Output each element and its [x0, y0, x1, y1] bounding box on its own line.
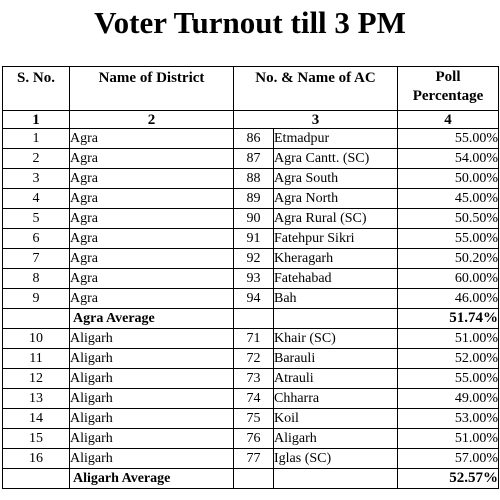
cell-poll-percentage: 57.00% — [398, 449, 499, 469]
cell-district: Agra — [70, 269, 234, 289]
cell-empty — [234, 309, 274, 329]
cell-ac-name: Chharra — [274, 389, 398, 409]
cell-ac-name: Etmadpur — [274, 129, 398, 149]
table-row — [3, 249, 499, 269]
cell-ac-number: 71 — [234, 329, 274, 349]
cell-empty — [3, 469, 70, 489]
table-row — [3, 429, 499, 449]
cell-poll-percentage: 50.50% — [398, 209, 499, 229]
header-district: Name of District — [70, 67, 234, 111]
cell-district: Agra — [70, 129, 234, 149]
cell-district: Aligarh — [70, 389, 234, 409]
cell-sno: 16 — [3, 449, 70, 469]
cell-ac-name: Bah — [274, 289, 398, 309]
cell-ac-name: Khair (SC) — [274, 329, 398, 349]
cell-ac-name: Fatehpur Sikri — [274, 229, 398, 249]
column-number: 1 — [3, 111, 70, 129]
cell-ac-name: Atrauli — [274, 369, 398, 389]
cell-district: Agra — [70, 209, 234, 229]
district-average-label: Agra Average — [70, 309, 234, 329]
cell-ac-number: 90 — [234, 209, 274, 229]
cell-poll-percentage: 50.00% — [398, 169, 499, 189]
cell-sno: 14 — [3, 409, 70, 429]
table-row — [3, 449, 499, 469]
table-row — [3, 209, 499, 229]
cell-poll-percentage: 55.00% — [398, 229, 499, 249]
district-average-row — [3, 309, 499, 329]
cell-ac-number: 76 — [234, 429, 274, 449]
cell-ac-number: 73 — [234, 369, 274, 389]
table-body — [3, 129, 499, 489]
table-row — [3, 129, 499, 149]
cell-ac-number: 72 — [234, 349, 274, 369]
table-header-row — [3, 67, 499, 111]
cell-sno: 1 — [3, 129, 70, 149]
district-average-value: 52.57% — [398, 469, 499, 489]
district-average-row — [3, 469, 499, 489]
cell-ac-number: 92 — [234, 249, 274, 269]
table-row — [3, 189, 499, 209]
cell-sno: 8 — [3, 269, 70, 289]
cell-ac-name: Aligarh — [274, 429, 398, 449]
cell-empty — [274, 469, 398, 489]
column-number: 4 — [398, 111, 499, 129]
table-row — [3, 349, 499, 369]
cell-sno: 2 — [3, 149, 70, 169]
cell-ac-number: 86 — [234, 129, 274, 149]
cell-district: Aligarh — [70, 329, 234, 349]
table-row — [3, 149, 499, 169]
cell-ac-name: Agra North — [274, 189, 398, 209]
table-row — [3, 289, 499, 309]
cell-ac-number: 93 — [234, 269, 274, 289]
column-number: 2 — [70, 111, 234, 129]
cell-ac-name: Koil — [274, 409, 398, 429]
cell-district: Agra — [70, 289, 234, 309]
table-row — [3, 409, 499, 429]
cell-ac-name: Agra Rural (SC) — [274, 209, 398, 229]
cell-poll-percentage: 50.20% — [398, 249, 499, 269]
district-average-label: Aligarh Average — [70, 469, 234, 489]
district-average-value: 51.74% — [398, 309, 499, 329]
cell-ac-number: 88 — [234, 169, 274, 189]
cell-sno: 12 — [3, 369, 70, 389]
cell-sno: 13 — [3, 389, 70, 409]
cell-poll-percentage: 55.00% — [398, 129, 499, 149]
cell-district: Aligarh — [70, 349, 234, 369]
cell-ac-name: Agra South — [274, 169, 398, 189]
cell-ac-number: 74 — [234, 389, 274, 409]
cell-ac-number: 75 — [234, 409, 274, 429]
cell-sno: 7 — [3, 249, 70, 269]
cell-poll-percentage: 45.00% — [398, 189, 499, 209]
cell-district: Agra — [70, 229, 234, 249]
column-number-row — [3, 111, 499, 129]
cell-district: Agra — [70, 189, 234, 209]
cell-sno: 11 — [3, 349, 70, 369]
cell-poll-percentage: 49.00% — [398, 389, 499, 409]
header-poll — [398, 67, 499, 111]
cell-poll-percentage: 53.00% — [398, 409, 499, 429]
voter-turnout-table — [2, 66, 499, 489]
table-row — [3, 369, 499, 389]
cell-sno: 5 — [3, 209, 70, 229]
cell-poll-percentage: 54.00% — [398, 149, 499, 169]
table-row — [3, 269, 499, 289]
cell-sno: 3 — [3, 169, 70, 189]
page-title: Voter Turnout till 3 PM — [94, 5, 406, 40]
cell-ac-name: Barauli — [274, 349, 398, 369]
cell-poll-percentage: 52.00% — [398, 349, 499, 369]
cell-district: Aligarh — [70, 449, 234, 469]
cell-district: Aligarh — [70, 429, 234, 449]
cell-empty — [274, 309, 398, 329]
table-row — [3, 169, 499, 189]
cell-sno: 9 — [3, 289, 70, 309]
cell-poll-percentage: 51.00% — [398, 429, 499, 449]
cell-sno: 10 — [3, 329, 70, 349]
header-ac: No. & Name of AC — [234, 67, 398, 111]
column-number: 3 — [234, 111, 398, 129]
header-poll-line2: Percentage — [412, 88, 484, 104]
cell-empty — [3, 309, 70, 329]
cell-poll-percentage: 60.00% — [398, 269, 499, 289]
cell-poll-percentage: 46.00% — [398, 289, 499, 309]
cell-district: Aligarh — [70, 409, 234, 429]
cell-ac-number: 87 — [234, 149, 274, 169]
cell-ac-name: Agra Cantt. (SC) — [274, 149, 398, 169]
cell-ac-number: 89 — [234, 189, 274, 209]
cell-ac-name: Iglas (SC) — [274, 449, 398, 469]
cell-poll-percentage: 51.00% — [398, 329, 499, 349]
cell-ac-number: 91 — [234, 229, 274, 249]
cell-sno: 4 — [3, 189, 70, 209]
cell-sno: 6 — [3, 229, 70, 249]
table-row — [3, 229, 499, 249]
cell-sno: 15 — [3, 429, 70, 449]
cell-district: Agra — [70, 149, 234, 169]
cell-ac-number: 77 — [234, 449, 274, 469]
table-row — [3, 329, 499, 349]
cell-empty — [234, 469, 274, 489]
cell-district: Agra — [70, 169, 234, 189]
cell-ac-name: Fatehabad — [274, 269, 398, 289]
cell-ac-number: 94 — [234, 289, 274, 309]
header-poll-line1: Poll — [435, 69, 461, 85]
table-row — [3, 389, 499, 409]
header-sno: S. No. — [3, 67, 70, 111]
cell-district: Agra — [70, 249, 234, 269]
cell-poll-percentage: 55.00% — [398, 369, 499, 389]
cell-district: Aligarh — [70, 369, 234, 389]
cell-ac-name: Kheragarh — [274, 249, 398, 269]
